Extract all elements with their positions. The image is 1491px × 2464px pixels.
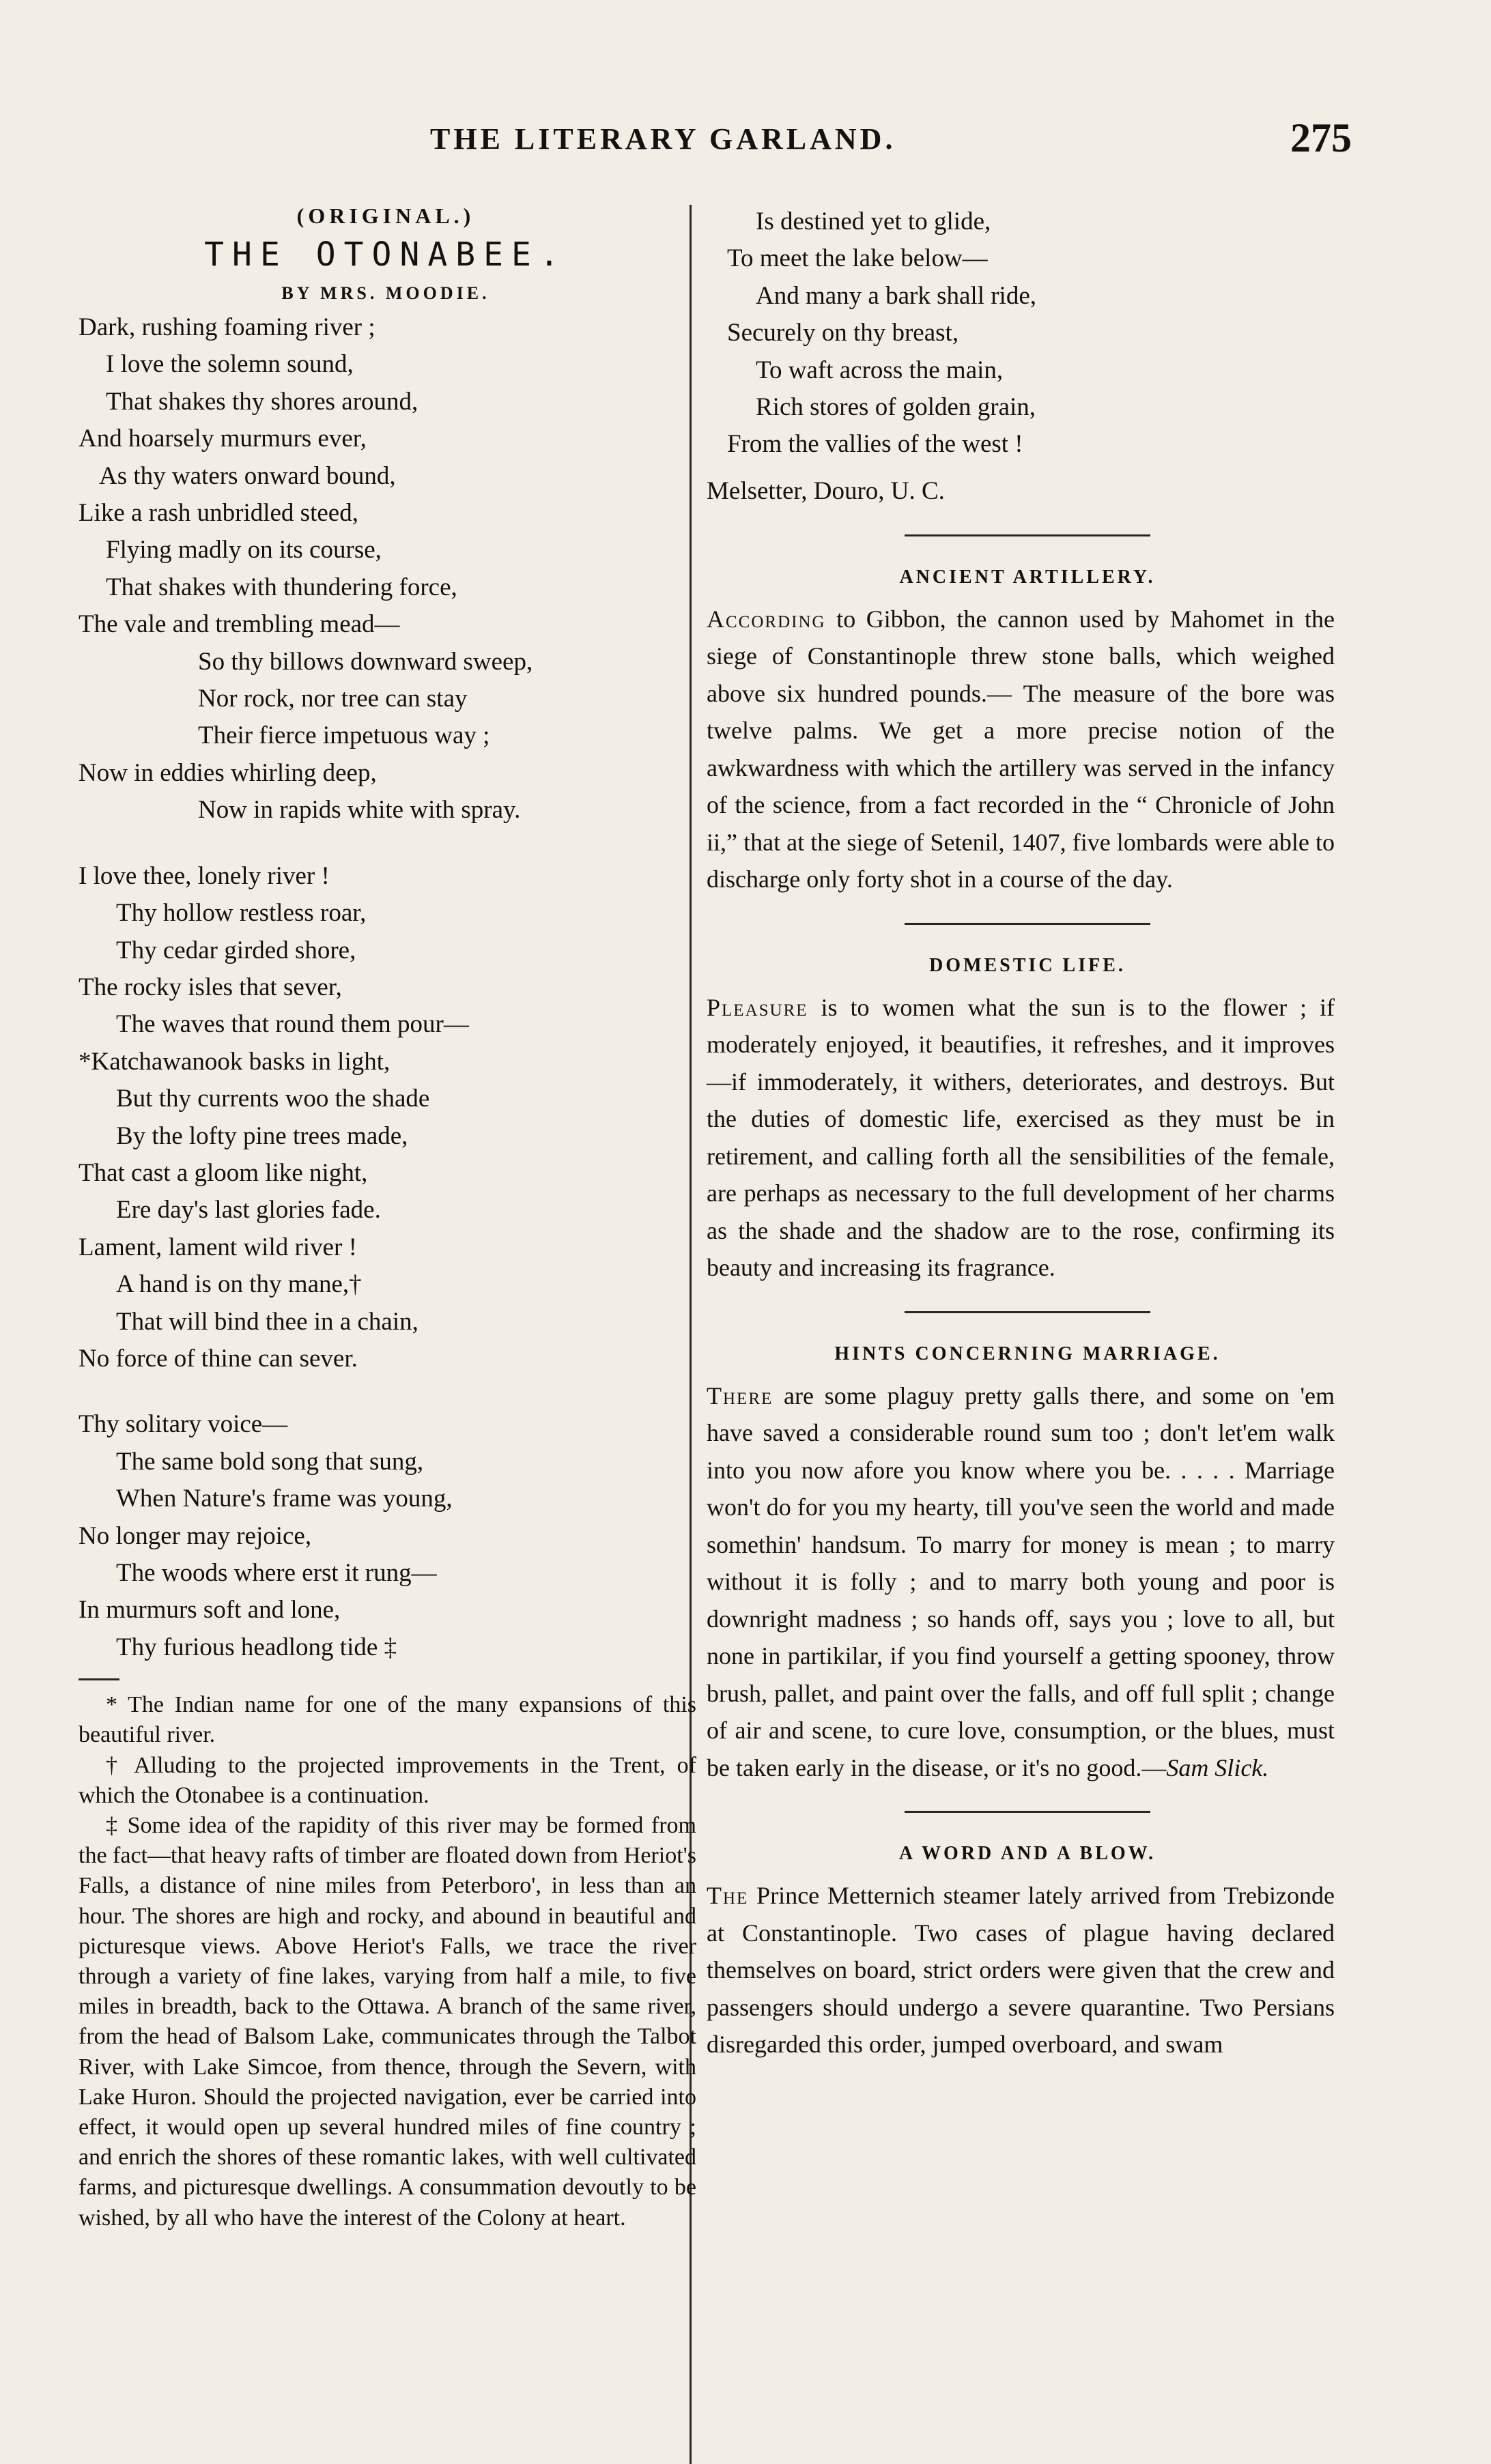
- poem-line: And many a bark shall ride,: [756, 281, 1036, 310]
- section-heading-domestic: DOMESTIC LIFE.: [929, 954, 1126, 976]
- poem-line: Thy hollow restless roar,: [116, 899, 367, 928]
- poem-line: In murmurs soft and lone,: [79, 1596, 341, 1624]
- poem-line: Lament, lament wild river !: [79, 1233, 357, 1261]
- poem-line: Their fierce impetuous way ;: [198, 721, 490, 750]
- section-heading-marriage: HINTS CONCERNING MARRIAGE.: [834, 1343, 1221, 1364]
- article-artillery: [707, 601, 1335, 898]
- poem-line: Now in rapids white with spray.: [198, 796, 521, 825]
- poem-line: Is destined yet to glide,: [756, 207, 991, 235]
- poem-line: And hoarsely murmurs ever,: [79, 425, 367, 453]
- article-marriage: [707, 1377, 1335, 1787]
- poem-line: That cast a gloom like night,: [79, 1158, 368, 1187]
- poem-line: Thy furious headlong tide ‡: [116, 1633, 397, 1661]
- poem-line: So thy billows downward sweep,: [198, 647, 533, 676]
- footnote: * The Indian name for one of the many expansions of this beautiful river.: [79, 1692, 696, 1748]
- article-body: to Gibbon, the cannon used by Mahomet in the siege of Constantinople threw stone balls, which weighed above six hundred pounds.— The measure of the bore was twelve palms. We get a more precise notion of the awkwardness with which the artillery was served in the infancy of the science, from a fact recorded in the “ Chronicle of John ii,” that at the siege of Setenil, 1407, five lombards were able to discharge only forty shot in a course of the day.: [707, 605, 1335, 893]
- poem-line: That shakes thy shores around,: [106, 387, 418, 416]
- poem-line: The vale and trembling mead—: [79, 610, 400, 639]
- poem-line: When Nature's frame was young,: [116, 1485, 453, 1513]
- section-separator: [905, 1311, 1150, 1313]
- article-domestic: [707, 989, 1335, 1287]
- section-separator: [905, 534, 1150, 536]
- poem-line: I love thee, lonely river !: [79, 861, 330, 890]
- poem-line: No force of thine can sever.: [79, 1344, 358, 1373]
- poem-line: Rich stores of golden grain,: [756, 393, 1036, 422]
- poem-line: A hand is on thy mane,†: [116, 1270, 362, 1299]
- poem-line: I love the solemn sound,: [106, 350, 354, 379]
- poem-byline: BY MRS. MOODIE.: [281, 283, 490, 303]
- article-body: are some plaguy pretty galls there, and some on 'em have saved a considerable round sum too ; don't let'em walk into you now afore you know where you be. . . . . Marriage won't do for you my hearty, till you've seen the world and made somethin' handsum. To marry for money is mean ; to marry without it is folly ; and to marry both young and poor is downright madness ; so hands off, says you ; love to all, but none in partikilar, if you find yourself a getting spooney, throw brush, pallet, and paint over the falls, and off full split ; change of air and scene, to cure love, consumption, or the blues, must be taken early in the disease, or it's no good.—: [707, 1381, 1335, 1781]
- poem-body: [79, 309, 700, 1666]
- poem-line: The waves that round them pour—: [116, 1010, 469, 1039]
- poem-signoff: Melsetter, Douro, U. C.: [707, 476, 945, 505]
- lead-word: Pleasure: [707, 993, 808, 1021]
- footnote: ‡ Some idea of the rapidity of this river may be formed from the fact—that heavy rafts of timber are floated down from Heriot's Falls, a distance of nine miles from Peterboro', in less than an hour. The shores are high and rocky, and abound in beautiful and picturesque views. Above Heriot's Falls, we trace the river through a variety of fine lakes, varying from half a mile, to five miles in breadth, back to the Ottawa. A branch of the same river, from the head of Balsom Lake, communicates through the Talbot River, with Lake Simcoe, from thence, through the Severn, with Lake Huron. Should the projected navigation, ever be carried into effect, it would open up several hundred miles of fine country ; and enrich the shores of these romantic lakes, with well cultivated farms, and picturesque dwellings. A consummation devoutly to be wished, by all who have the interest of the Colony at heart.: [79, 1813, 696, 2231]
- poem-line: The same bold song that sung,: [116, 1447, 424, 1476]
- poem-line: *Katchawanook basks in light,: [79, 1047, 390, 1076]
- section-heading-word-blow: A WORD AND A BLOW.: [898, 1843, 1156, 1865]
- right-column: [707, 203, 1348, 2063]
- article-body: Prince Metternich steamer lately arrived from Trebizonde at Constantinople. Two cases of plague having declared themselves on board, strict orders were given that the crew and passengers should undergo a severe quarantine. Two Persians disregarded this order, jumped overboard, and swam: [707, 1882, 1335, 2059]
- page-number: 275: [1290, 115, 1352, 160]
- poem-line: Nor rock, nor tree can stay: [198, 685, 468, 713]
- stanza-break: [79, 829, 700, 858]
- poem-line: By the lofty pine trees made,: [116, 1121, 408, 1150]
- poem-line: Like a rash unbridled steed,: [79, 499, 358, 528]
- poem-line: That will bind thee in a chain,: [116, 1307, 418, 1336]
- section-separator: [905, 1811, 1150, 1813]
- poem-line: The rocky isles that sever,: [79, 973, 342, 1001]
- poem-line: Flying madly on its course,: [106, 536, 382, 564]
- stanza-break: [79, 1377, 700, 1406]
- lead-word: The: [707, 1882, 749, 1910]
- poem-line: Thy solitary voice—: [79, 1410, 288, 1439]
- footnote-rule: [79, 1678, 119, 1680]
- poem-line: To waft across the main,: [756, 356, 1004, 384]
- poem-line: Now in eddies whirling deep,: [79, 758, 377, 787]
- footnote: † Alluding to the projected improvements in the Trent, of which the Otonabee is a continuation.: [79, 1752, 696, 1808]
- section-separator: [905, 923, 1150, 925]
- poem-line: Dark, rushing foaming river ;: [79, 313, 375, 341]
- poem-line: The woods where erst it rung—: [116, 1559, 437, 1587]
- poem-line: But thy currents woo the shade: [116, 1085, 430, 1113]
- article-body: is to women what the sun is to the flower ; if moderately enjoyed, it beautifies, it refreshes, and it improves—if immoderately, it withers, deteriorates, and destroys. But the duties of domestic life, exercised as they must be in retirement, and calling forth all the sensibilities of the female, are perhaps as necessary to the full development of her charms as the shade and the shadow are to the rose, confirming its beauty and increasing its fragrance.: [707, 993, 1335, 1282]
- poem-line: Ere day's last glories fade.: [116, 1196, 381, 1224]
- lead-word: According: [707, 605, 826, 633]
- poem-line: To meet the lake below—: [727, 244, 988, 273]
- poem-line: As thy waters onward bound,: [99, 461, 396, 490]
- lead-word: There: [707, 1381, 773, 1409]
- poem-line: Thy cedar girded shore,: [116, 936, 356, 964]
- article-word-blow: [707, 1877, 1335, 2063]
- poem-line: No longer may rejoice,: [79, 1521, 312, 1550]
- attribution: Sam Slick.: [1166, 1753, 1269, 1781]
- poem-title: THE OTONABEE.: [204, 235, 567, 274]
- original-tag: (ORIGINAL.): [296, 203, 475, 228]
- left-column: [79, 203, 700, 2233]
- poem-line: From the vallies of the west !: [727, 430, 1023, 459]
- poem-line: Securely on thy breast,: [727, 319, 959, 347]
- running-head: THE LITERARY GARLAND.: [430, 122, 896, 156]
- section-heading-artillery: ANCIENT ARTILLERY.: [899, 566, 1156, 588]
- poem-continuation: [707, 203, 1348, 463]
- poem-line: That shakes with thundering force,: [106, 573, 457, 601]
